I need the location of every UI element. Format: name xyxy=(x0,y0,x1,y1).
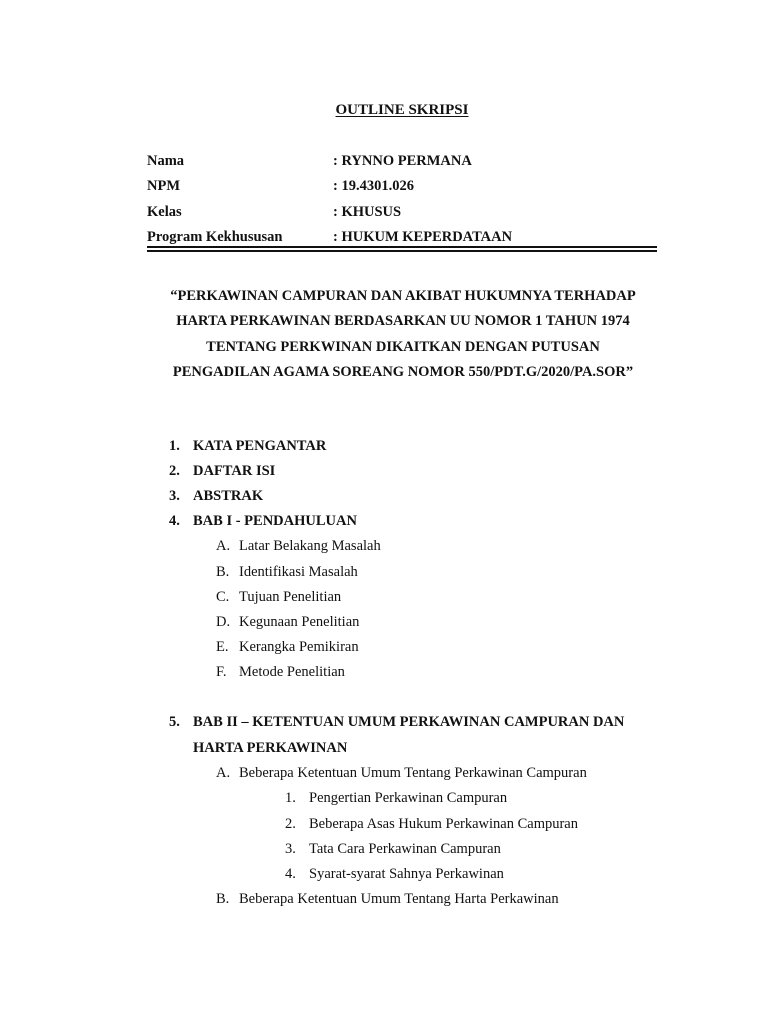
item-letter: A. xyxy=(216,538,231,554)
item-letter: D. xyxy=(216,614,231,630)
document-title: OUTLINE SKRIPSI xyxy=(335,102,469,118)
info-value: : 19.4301.026 xyxy=(333,178,414,195)
item-number: 3. xyxy=(285,841,296,857)
info-label: Nama xyxy=(147,153,185,169)
item-number: 1. xyxy=(285,790,296,806)
item-number: 1. xyxy=(169,438,180,454)
item-letter: C. xyxy=(216,589,230,605)
item-text: KATA PENGANTAR xyxy=(193,438,327,454)
thesis-title-line: PENGADILAN AGAMA SOREANG NOMOR 550/PDT.G/2020/PA.SOR” xyxy=(172,363,634,380)
item-text: Beberapa Asas Hukum Perkawinan Campuran xyxy=(309,816,578,832)
item-text: Latar Belakang Masalah xyxy=(239,538,381,554)
info-row-npm xyxy=(147,177,667,202)
item-letter: B. xyxy=(216,891,230,907)
info-value: : KHUSUS xyxy=(333,203,402,220)
student-info xyxy=(147,152,667,253)
item-text: Pengertian Perkawinan Campuran xyxy=(309,790,508,806)
thesis-title-line: TENTANG PERKWINAN DIKAITKAN DENGAN PUTUSAN xyxy=(206,338,600,355)
info-label: Program Kekhususan xyxy=(147,228,283,245)
item-number: 5. xyxy=(169,714,180,730)
item-text: BAB II – KETENTUAN UMUM PERKAWINAN CAMPURAN DAN xyxy=(193,714,625,730)
item-number: 3. xyxy=(169,488,180,504)
divider-rule xyxy=(147,246,657,248)
thesis-title xyxy=(120,284,686,385)
info-label: NPM xyxy=(147,178,181,195)
item-text: Beberapa Ketentuan Umum Tentang Harta Perkawinan xyxy=(239,891,559,907)
item-letter: F. xyxy=(216,664,227,680)
item-text: ABSTRAK xyxy=(193,488,264,504)
info-value: : RYNNO PERMANA xyxy=(333,153,472,169)
item-number: 2. xyxy=(285,816,296,832)
info-value: : HUKUM KEPERDATAAN xyxy=(333,228,513,245)
item-letter: A. xyxy=(216,765,231,781)
item-letter: E. xyxy=(216,639,229,655)
info-row-nama xyxy=(147,152,667,177)
item-text: Syarat-syarat Sahnya Perkawinan xyxy=(309,866,504,882)
divider-rule xyxy=(147,250,657,252)
thesis-title-line: “PERKAWINAN CAMPURAN DAN AKIBAT HUKUMNYA TERHADAP xyxy=(170,288,636,304)
info-label: Kelas xyxy=(147,203,182,220)
item-number: 4. xyxy=(169,513,180,529)
info-row-kelas xyxy=(147,203,667,228)
item-letter: B. xyxy=(216,564,230,580)
item-text: Metode Penelitian xyxy=(239,664,345,680)
item-number: 2. xyxy=(169,463,180,479)
item-number: 4. xyxy=(285,866,296,882)
item-text: Tujuan Penelitian xyxy=(239,589,342,605)
item-text: DAFTAR ISI xyxy=(193,463,276,479)
thesis-title-line: HARTA PERKAWINAN BERDASARKAN UU NOMOR 1 TAHUN 1974 xyxy=(176,313,630,330)
item-text: Identifikasi Masalah xyxy=(239,564,358,580)
item-text: BAB I - PENDAHULUAN xyxy=(193,513,357,529)
item-text: Beberapa Ketentuan Umum Tentang Perkawinan Campuran xyxy=(239,765,587,781)
item-text: HARTA PERKAWINAN xyxy=(193,740,348,756)
item-text: Tata Cara Perkawinan Campuran xyxy=(309,841,501,857)
item-text: Kerangka Pemikiran xyxy=(239,639,359,655)
item-text: Kegunaan Penelitian xyxy=(239,614,360,630)
